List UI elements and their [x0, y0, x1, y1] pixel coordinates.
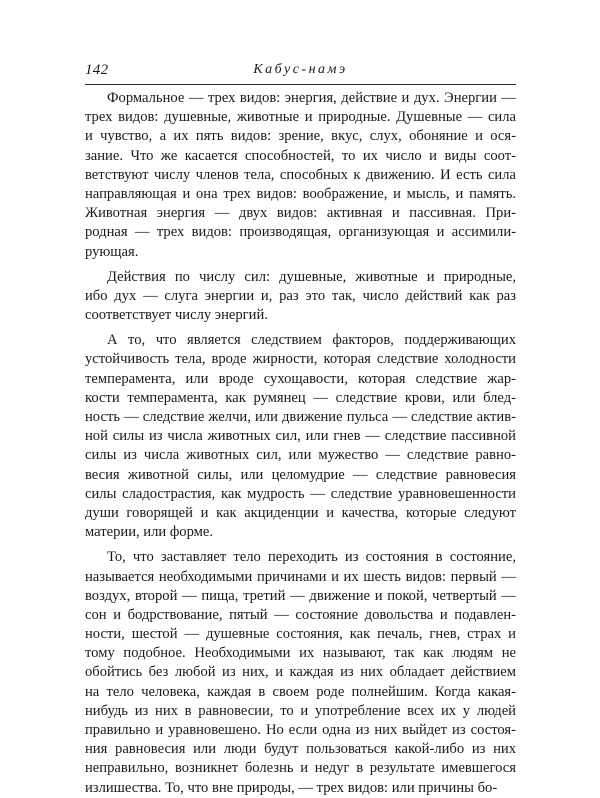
text-line: и чувство, а их пять видов: зрение, вкус, слух, обоняние и ося-	[85, 128, 516, 145]
paragraph	[85, 89, 516, 262]
text-line: Действия по числу сил: душевные, животные и природные,	[107, 268, 516, 285]
text-line: тому подобное. Необходимыми их называют, так как людям не	[85, 645, 516, 662]
text-line: силы сладострастия, как мудрость — следствие уравновешенности	[85, 485, 516, 502]
text-line: неправильно, возникнет болезнь и недуг в результате имевшегося	[85, 760, 516, 777]
text-line: Животная энергия — двух видов: активная и пассивная. При-	[85, 205, 516, 222]
text-line: То, что заставляет тело переходить из состояния в состояние,	[107, 549, 516, 566]
text-line: А то, что является следствием факторов, поддерживающих	[107, 332, 516, 349]
text-line: нибудь из них в равновесии, то и употребление всех их у людей	[85, 702, 516, 719]
running-title: Кабус-намэ	[253, 62, 348, 77]
text-line: Формальное — трех видов: энергия, действие и дух. Энергии —	[107, 90, 516, 106]
text-line: на тело человека, каждая в своем роде полнейшим. Когда какая-	[85, 683, 516, 700]
text-line: направляющая и она трех видов: воображение, и мысль, и память.	[85, 185, 516, 202]
header-rule	[85, 84, 516, 85]
text-line: ность — следствие желчи, или движение пульса — следствие актив-	[85, 409, 516, 425]
paragraph	[85, 331, 516, 542]
paragraph	[85, 548, 516, 797]
text-line: силы из числа животных сил, или мужество — следствие равно-	[85, 447, 516, 464]
page-number: 142	[85, 62, 109, 78]
text-line: весия животной силы, или целомудрие — следствие равновесия	[85, 466, 516, 483]
text-line: ибо дух — слуга энергии и, раз это так, число действий как раз	[85, 287, 516, 304]
text-line: материи, или форме.	[85, 524, 214, 541]
text-line: устойчивость тела, вроде жирности, которая следствие холодности	[85, 351, 516, 368]
text-line: трех видов: душевные, животные и природные. Душевные — сила	[85, 109, 516, 126]
text-line: души говорящей и как акциденции и качества, которые следуют	[85, 504, 516, 521]
text-line: называется необходимыми причинами и их шесть видов: первый —	[85, 568, 516, 585]
text-line: ности, шестой — душевные состояния, как печаль, гнев, страх и	[85, 626, 516, 643]
text-line: ния равновесия или люди будут пользоваться какой-либо из них	[85, 741, 516, 758]
text-line: правильно и уравновешено. Но если одна из них выйдет из состоя-	[85, 722, 516, 738]
text-line: ветствуют числу членов тела, способных к движению. И есть сила	[85, 166, 516, 183]
text-line: зание. Что же касается способностей, то их число и виды соот-	[85, 147, 516, 164]
text-line: излишества. То, что вне природы, — трех видов: или причины бо-	[85, 779, 498, 796]
text-line: рующая.	[85, 243, 139, 260]
text-line: родная — трех видов: производящая, организующая и ассимили-	[85, 224, 516, 241]
text-line: кости темперамента, как румянец — следствие крови, или блед-	[85, 389, 516, 406]
body-text	[85, 89, 516, 798]
text-line: соответствует числу энергий.	[85, 307, 268, 324]
text-line: сон и бодрствование, пятый — состояние довольства и подавлен-	[85, 606, 516, 623]
paragraph	[85, 268, 516, 326]
text-line: ной силы из числа животных сил, или гнев — следствие пассивной	[85, 428, 516, 445]
text-line: темперамента, или вроде сухощавости, которая следствие жар-	[85, 370, 516, 387]
page-header	[85, 62, 516, 82]
text-line: воздух, второй — пища, третий — движение и покой, четвертый —	[85, 587, 516, 604]
text-line: обойтись без любой из них, и каждая из них обладает действием	[85, 664, 516, 681]
